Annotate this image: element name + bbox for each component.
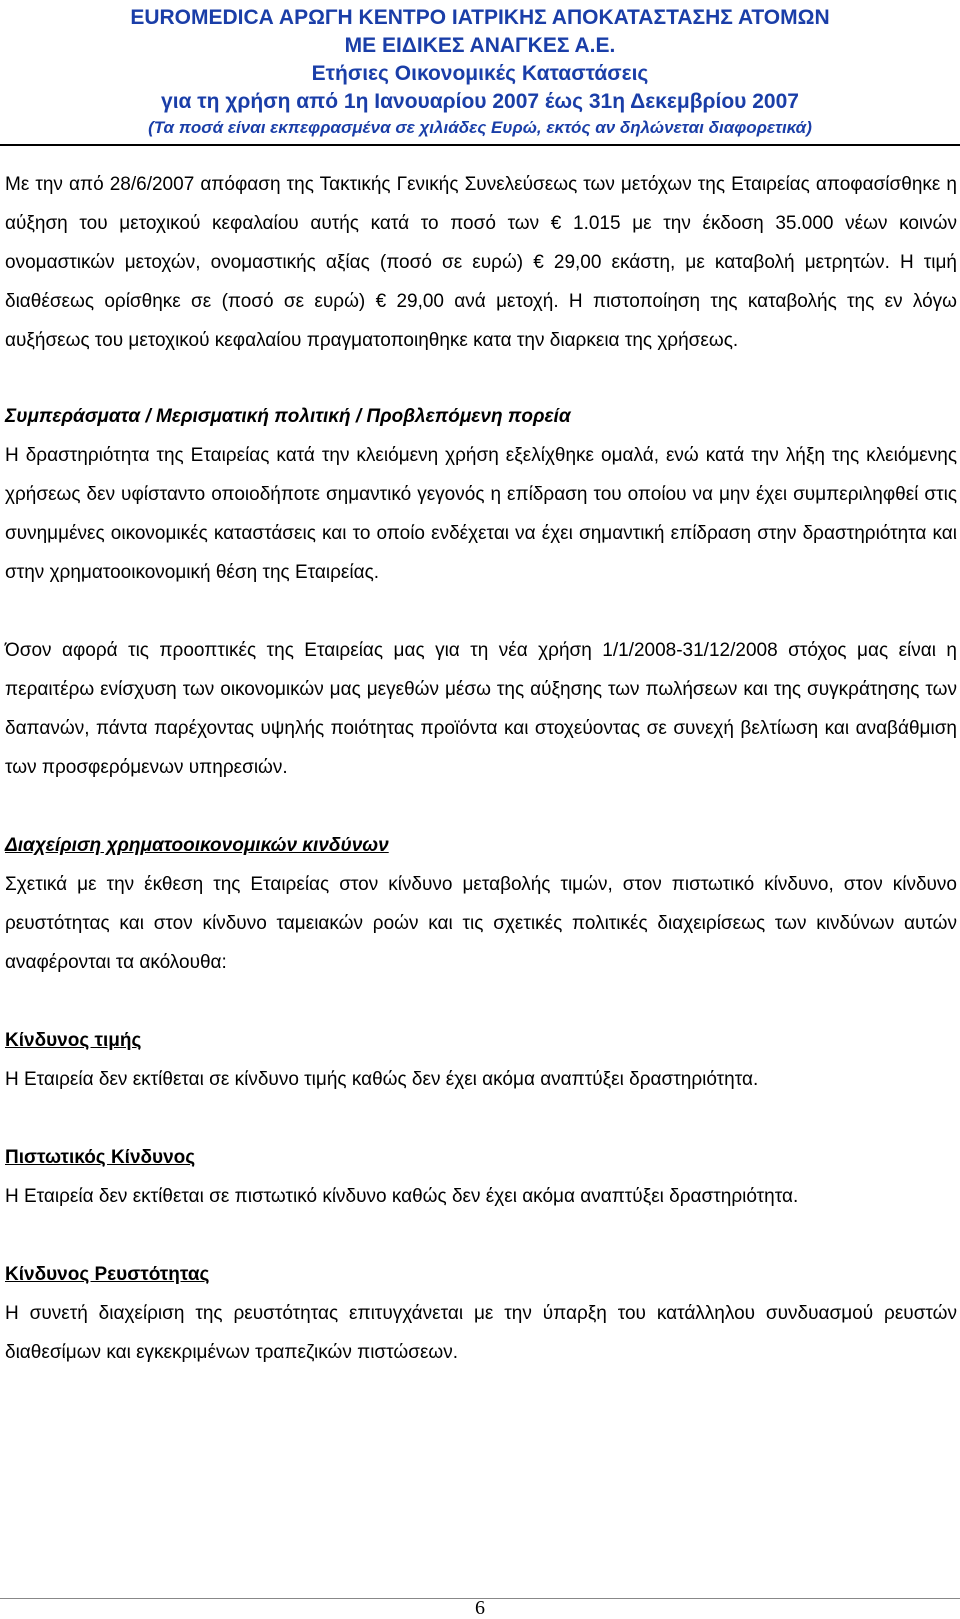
company-name-line-1: EUROMEDICA ΑΡΩΓΗ ΚΕΝΤΡΟ ΙΑΤΡΙΚΗΣ ΑΠΟΚΑΤΑΣΤΑΣΗΣ ΑΤΟΜΩΝ [130,6,830,29]
liquidity-risk-heading: Κίνδυνος Ρευστότητας [5,1264,210,1285]
currency-note: (Τα ποσά είναι εκπεφρασμένα σε χιλιάδες Ευρώ, εκτός αν δηλώνεται διαφορετικά) [148,118,812,137]
price-risk-paragraph: Η Εταιρεία δεν εκτίθεται σε κίνδυνο τιμής καθώς δεν έχει ακόμα αναπτύξει δραστηριότητα. [5,1069,759,1090]
credit-risk-heading: Πιστωτικός Κίνδυνος [5,1147,196,1168]
capital-increase-paragraph: Με την από 28/6/2007 απόφαση της Τακτικής Γενικής Συνελεύσεως των μετόχων της Εταιρείας αποφασίσθηκε η αύξηση του μετοχικού κεφαλαίου αυτής κατά το ποσό των € 1.015 με την έκδοση 35.000 νέων κοινών ονομαστικών μετοχών, ονομαστικής αξίας (ποσό σε ευρώ) € 29,00 εκάστη, με καταβολή μετρητών. Η τιμή διαθέσεως ορίσθηκε σε (ποσό σε ευρώ) € 29,00 ανά μετοχή. Η πιστοποίηση της καταβολής της εν λόγω αυξήσεως του μετοχικού κεφαλαίου πραγματοποιηθηκε κατα την διαρκεια της χρήσεως. [5,174,957,351]
report-period: για τη χρήση από 1η Ιανουαρίου 2007 έως 31η Δεκεμβρίου 2007 [161,90,799,113]
company-name-line-2: ΜΕ ΕΙΔΙΚΕΣ ΑΝΑΓΚΕΣ Α.Ε. [344,34,616,57]
liquidity-risk-paragraph: Η συνετή διαχείριση της ρευστότητας επιτυγχάνεται με την ύπαρξη του κατάλληλου συνδυασμού ρευστών διαθεσίμων και εγκεκριμένων τραπεζικών πιστώσεων. [5,1303,957,1363]
report-title: Ετήσιες Οικονομικές Καταστάσεις [311,62,649,85]
document-body [5,165,957,1372]
price-risk-heading: Κίνδυνος τιμής [5,1030,142,1051]
risk-management-paragraph: Σχετικά με την έκθεση της Εταιρείας στον κίνδυνο μεταβολής τιμών, στον πιστωτικό κίνδυνο, στον κίνδυνο ρευστότητας και στον κίνδυνο ταμειακών ροών και τις σχετικές πολιτικές διαχειρίσεως των κινδύνων αυτών αναφέρονται τα ακόλουθα: [5,874,957,973]
header-divider [0,144,960,146]
page-number: 6 [475,1597,485,1619]
document-header [0,4,960,140]
conclusions-paragraph: Η δραστηριότητα της Εταιρείας κατά την κλειόμενη χρήση εξελίχθηκε ομαλά, ενώ κατά την λήξη της κλειόμενης χρήσεως δεν υφίσταντο οποιοδήποτε σημαντικό γεγονός η επίδραση του οποίου να μην έχει συμπεριληφθεί στις συνημμένες οικονομικές καταστάσεις και το οποίο ενδέχεται να έχει σημαντική επίδραση στην δραστηριότητα και στην χρηματοοικονομική θέση της Εταιρείας. [5,445,957,583]
outlook-paragraph: Όσον αφορά τις προοπτικές της Εταιρείας μας για τη νέα χρήση 1/1/2008-31/12/2008 στόχος μας είναι η περαιτέρω ενίσχυση των οικονομικών μας μεγεθών μέσω της αύξησης των πωλήσεων και της συγκράτησης των δαπανών, πάντα παρέχοντας υψηλής ποιότητας προϊόντα και στοχεύοντας σε συνεχή βελτίωση και αναβάθμιση των προσφερόμενων υπηρεσιών. [5,640,957,778]
conclusions-heading: Συμπεράσματα / Μερισματική πολιτική / Προβλεπόμενη πορεία [5,406,571,427]
risk-management-heading: Διαχείριση χρηματοοικονομικών κινδύνων [5,835,389,856]
credit-risk-paragraph: Η Εταιρεία δεν εκτίθεται σε πιστωτικό κίνδυνο καθώς δεν έχει ακόμα αναπτύξει δραστηριότητα. [5,1186,799,1207]
